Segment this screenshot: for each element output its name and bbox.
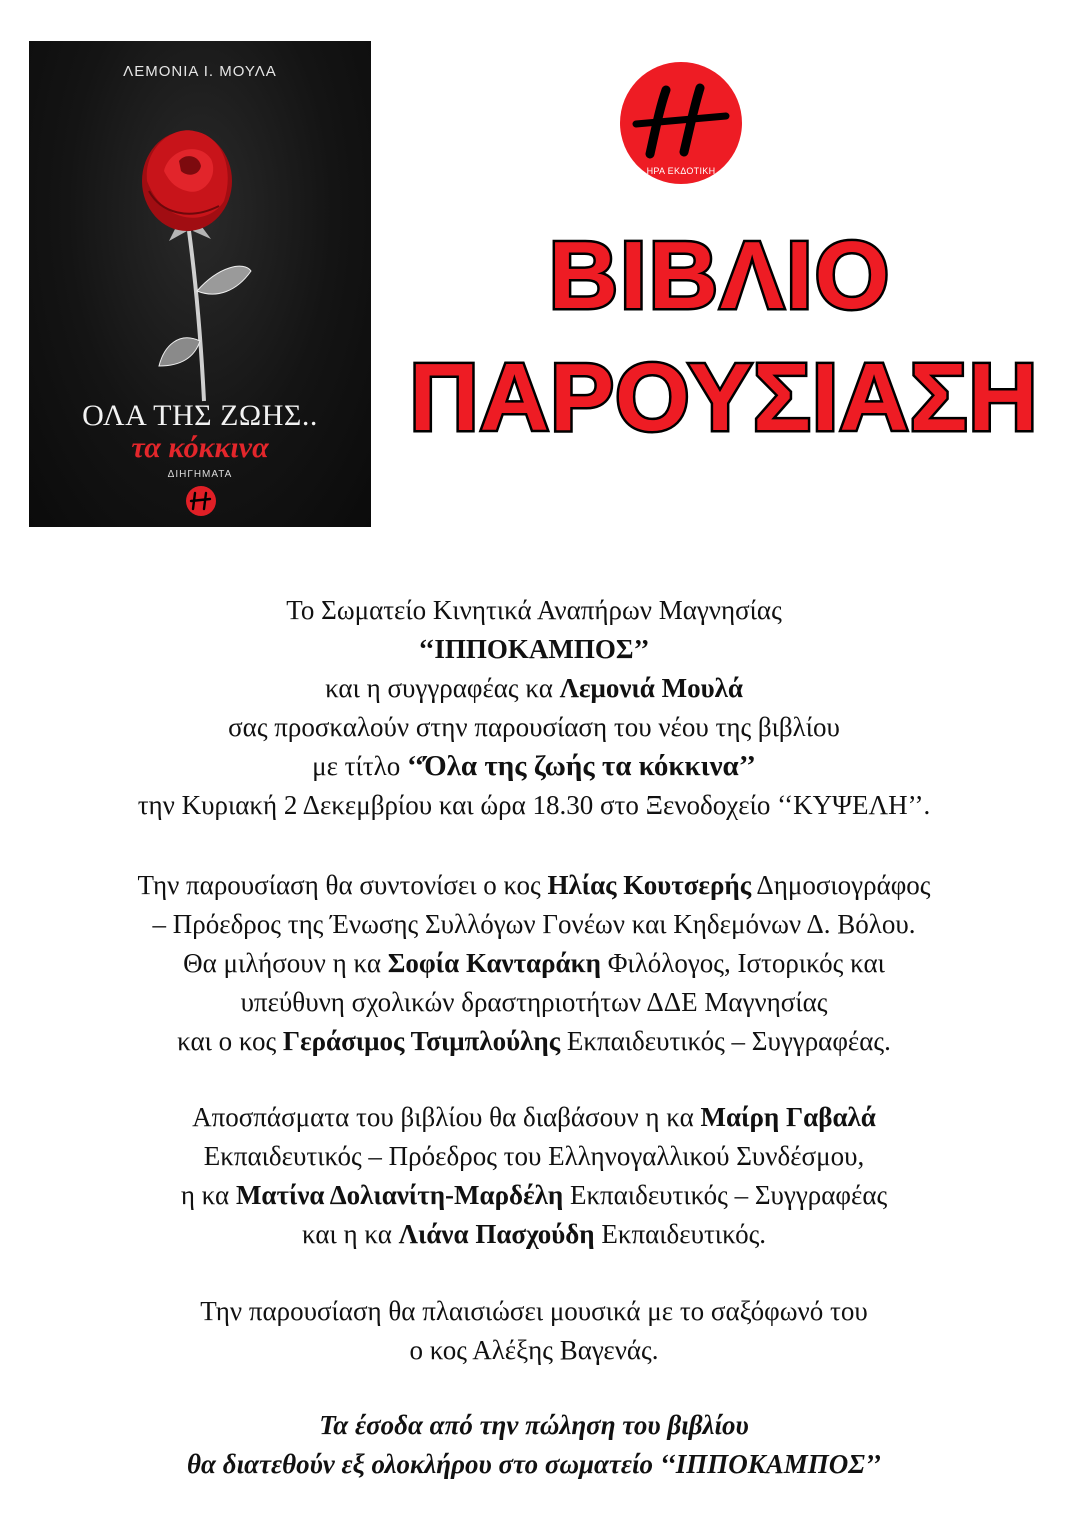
cover-title: ΟΛΑ ΤΗΣ ΖΩΗΣ.. xyxy=(82,399,318,432)
headline-book: ΒΙΒΛΙΟ xyxy=(548,222,892,329)
headline-presentation: ΠΑΡΟΥΣΙΑΣΗ xyxy=(409,344,1039,451)
publisher-logo xyxy=(620,62,742,184)
publisher-name: ΗΡΑ ΕΚΔΟΤΙΚΗ xyxy=(646,166,716,176)
intro-line: σας προσκαλούν στην παρουσίαση του νέου της βιβλίου xyxy=(228,712,840,742)
speakers-line: υπεύθυνη σχολικών δραστηριοτήτων ΔΔΕ Μαγνησίας xyxy=(240,987,828,1017)
association-name: ‘‘ΙΠΠΟΚΑΜΠΟΣ’’ xyxy=(418,634,650,664)
cover-genre: ΔΙΗΓΗΜΑΤΑ xyxy=(167,469,233,480)
intro-line: την Κυριακή 2 Δεκεμβρίου και ώρα 18.30 στο Ξενοδοχείο ‘‘ΚΥΨΕΛΗ’’. xyxy=(137,790,931,820)
cover-publisher-logo-icon xyxy=(186,486,216,516)
speakers-line: Την παρουσίαση θα συντονίσει ο κος Ηλίας Κουτσερής Δημοσιογράφος xyxy=(137,870,931,900)
music-line: ο κος Αλέξης Βαγενάς. xyxy=(409,1335,659,1365)
speakers-line: Θα μιλήσουν η κα Σοφία Κανταράκη Φιλόλογος, Ιστορικός και xyxy=(183,948,885,978)
readers-line: και η κα Λιάνα Πασχούδη Εκπαιδευτικός. xyxy=(301,1219,767,1249)
intro-line: Το Σωματείο Κινητικά Αναπήρων Μαγνησίας xyxy=(286,595,782,625)
readers-line: η κα Ματίνα Δολιανίτη-Μαρδέλη Εκπαιδευτικός – Συγγραφέας xyxy=(180,1180,888,1210)
readers-paragraph xyxy=(0,1098,1068,1254)
book-title: ‘‘Όλα της ζωής τα κόκκινα’’ xyxy=(406,750,756,782)
proceeds-line: Τα έσοδα από την πώληση του βιβλίου xyxy=(319,1410,749,1440)
proceeds-line: θα διατεθούν εξ ολοκλήρου στο σωματείο ‘‘ΙΠΠΟΚΑΜΠΟΣ’’ xyxy=(187,1449,881,1479)
music-line: Την παρουσίαση θα πλαισιώσει μουσικά με το σαξόφωνό του xyxy=(200,1296,868,1326)
readers-line: Αποσπάσματα του βιβλίου θα διαβάσουν η κα Μαίρη Γαβαλά xyxy=(192,1102,876,1132)
intro-line: με τίτλο ‘‘Όλα της ζωής τα κόκκινα’’ xyxy=(312,750,756,782)
speakers-paragraph xyxy=(0,866,1068,1061)
cover-author: ΛΕΜΟΝΙΑ Ι. ΜΟΥΛΑ xyxy=(123,63,277,80)
intro-line: και η συγγραφέας κα Λεμονιά Μουλά xyxy=(325,673,743,703)
readers-line: Εκπαιδευτικός – Πρόεδρος του Ελληνογαλλικού Συνδέσμου, xyxy=(203,1141,865,1171)
cover-title-red: τα κόκκινα xyxy=(131,431,269,464)
book-cover-image xyxy=(29,41,371,527)
speakers-line: και ο κος Γεράσιμος Τσιμπλούλης Εκπαιδευτικός – Συγγραφέας. xyxy=(177,1026,891,1056)
speakers-line: – Πρόεδρος της Ένωσης Συλλόγων Γονέων και Κηδεμόνων Δ. Βόλου. xyxy=(152,909,916,939)
music-paragraph xyxy=(0,1292,1068,1370)
proceeds-paragraph xyxy=(0,1406,1068,1484)
intro-paragraph xyxy=(0,591,1068,825)
